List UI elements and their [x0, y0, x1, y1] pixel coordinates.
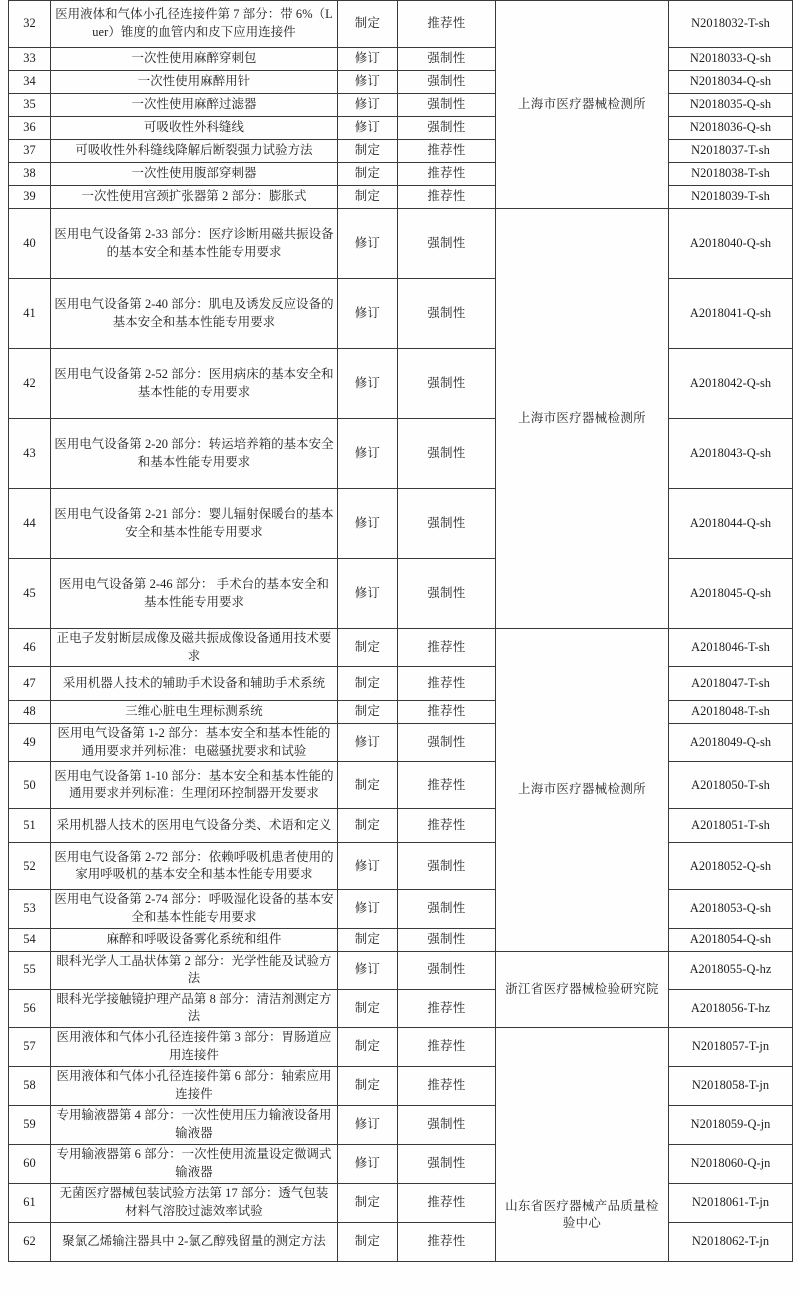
revision-type: 制定: [338, 1067, 398, 1106]
project-code: A2018054-Q-sh: [669, 928, 793, 951]
project-name: 眼科光学接触镜护理产品第 8 部分：清洁剂测定方法: [51, 989, 338, 1027]
project-code: A2018044-Q-sh: [669, 489, 793, 559]
project-name: 专用输液器第 6 部分：一次性使用流量设定微调式输液器: [51, 1145, 338, 1184]
revision-type: 修订: [338, 951, 398, 989]
row-number: 53: [9, 890, 51, 928]
row-number: 61: [9, 1184, 51, 1223]
table-row[interactable]: [9, 1067, 793, 1106]
project-code: N2018032-T-sh: [669, 1, 793, 48]
table-row[interactable]: [9, 762, 793, 809]
row-number: 47: [9, 667, 51, 701]
project-name: 医用电气设备第 2-72 部分：依赖呼吸机患者使用的家用呼吸机的基本安全和基本性能专用要求: [51, 843, 338, 890]
revision-type: 修订: [338, 209, 398, 279]
standard-attribute: 推荐性: [398, 667, 496, 701]
standard-attribute: 强制性: [398, 951, 496, 989]
row-number: 36: [9, 117, 51, 140]
project-name: 一次性使用麻醉用针: [51, 71, 338, 94]
table-row[interactable]: [9, 1145, 793, 1184]
project-code: A2018056-T-hz: [669, 989, 793, 1027]
row-number: 45: [9, 559, 51, 629]
revision-type: 制定: [338, 667, 398, 701]
project-name: 一次性使用宫颈扩张器第 2 部分：膨胀式: [51, 186, 338, 209]
revision-type: 修订: [338, 279, 398, 349]
row-number: 55: [9, 951, 51, 989]
revision-type: 修订: [338, 71, 398, 94]
revision-type: 制定: [338, 989, 398, 1027]
revision-type: 修订: [338, 419, 398, 489]
revision-type: 修订: [338, 1106, 398, 1145]
standard-attribute: 推荐性: [398, 989, 496, 1027]
project-code: A2018040-Q-sh: [669, 209, 793, 279]
project-name: 一次性使用腹部穿刺器: [51, 163, 338, 186]
row-number: 62: [9, 1223, 51, 1262]
row-number: 51: [9, 809, 51, 843]
project-name: 医用电气设备第 2-40 部分：肌电及诱发反应设备的基本安全和基本性能专用要求: [51, 279, 338, 349]
revision-type: 制定: [338, 1028, 398, 1067]
row-number: 41: [9, 279, 51, 349]
project-name: 可吸收性外科缝线降解后断裂强力试验方法: [51, 140, 338, 163]
project-code: N2018037-T-sh: [669, 140, 793, 163]
standard-attribute: 强制性: [398, 724, 496, 762]
row-number: 32: [9, 1, 51, 48]
project-code: N2018060-Q-jn: [669, 1145, 793, 1184]
project-code: A2018055-Q-hz: [669, 951, 793, 989]
standard-attribute: 强制性: [398, 890, 496, 928]
project-name: 医用电气设备第 2-21 部分：婴儿辐射保暖台的基本安全和基本性能专用要求: [51, 489, 338, 559]
table-row[interactable]: [9, 809, 793, 843]
project-name: 医用电气设备第 1-10 部分：基本安全和基本性能的通用要求并列标准：生理闭环控制器开发要求: [51, 762, 338, 809]
standard-attribute: 强制性: [398, 928, 496, 951]
revision-type: 制定: [338, 762, 398, 809]
project-name: 采用机器人技术的医用电气设备分类、术语和定义: [51, 809, 338, 843]
revision-type: 制定: [338, 140, 398, 163]
project-code: N2018061-T-jn: [669, 1184, 793, 1223]
project-name: 聚氯乙烯输注器具中 2-氯乙醇残留量的测定方法: [51, 1223, 338, 1262]
standard-attribute: 推荐性: [398, 1223, 496, 1262]
standard-attribute: 推荐性: [398, 186, 496, 209]
table-row[interactable]: [9, 928, 793, 951]
row-number: 56: [9, 989, 51, 1027]
project-name: 医用电气设备第 1-2 部分：基本安全和基本性能的通用要求并列标准：电磁骚扰要求和试验: [51, 724, 338, 762]
revision-type: 修订: [338, 94, 398, 117]
project-name: 麻醉和呼吸设备雾化系统和组件: [51, 928, 338, 951]
row-number: 35: [9, 94, 51, 117]
row-number: 57: [9, 1028, 51, 1067]
project-name: 采用机器人技术的辅助手术设备和辅助手术系统: [51, 667, 338, 701]
row-number: 38: [9, 163, 51, 186]
project-name: 医用电气设备第 2-46 部分： 手术台的基本安全和基本性能专用要求: [51, 559, 338, 629]
standard-attribute: 强制性: [398, 1145, 496, 1184]
project-name: 一次性使用麻醉过滤器: [51, 94, 338, 117]
standard-attribute: 强制性: [398, 419, 496, 489]
project-name: 医用液体和气体小孔径连接件第 3 部分：胃肠道应用连接件: [51, 1028, 338, 1067]
standard-attribute: 推荐性: [398, 701, 496, 724]
standard-attribute: 强制性: [398, 843, 496, 890]
row-number: 33: [9, 48, 51, 71]
project-code: A2018047-T-sh: [669, 667, 793, 701]
project-code: A2018050-T-sh: [669, 762, 793, 809]
project-name: 医用电气设备第 2-20 部分：转运培养箱的基本安全和基本性能专用要求: [51, 419, 338, 489]
table-row[interactable]: [9, 279, 793, 349]
project-code: A2018043-Q-sh: [669, 419, 793, 489]
project-code: A2018042-Q-sh: [669, 349, 793, 419]
standard-attribute: 推荐性: [398, 140, 496, 163]
institution-shanghai-2: 上海市医疗器械检测所: [496, 209, 669, 629]
project-name: 医用电气设备第 2-74 部分：呼吸湿化设备的基本安全和基本性能专用要求: [51, 890, 338, 928]
row-number: 44: [9, 489, 51, 559]
table-row[interactable]: [9, 701, 793, 724]
row-number: 60: [9, 1145, 51, 1184]
project-name: 医用电气设备第 2-52 部分：医用病床的基本安全和基本性能的专用要求: [51, 349, 338, 419]
row-number: 54: [9, 928, 51, 951]
standard-attribute: 强制性: [398, 489, 496, 559]
standards-table: [8, 0, 793, 1262]
row-number: 52: [9, 843, 51, 890]
table-row[interactable]: [9, 489, 793, 559]
revision-type: 修订: [338, 48, 398, 71]
revision-type: 制定: [338, 1184, 398, 1223]
standard-attribute: 强制性: [398, 1106, 496, 1145]
revision-type: 制定: [338, 1223, 398, 1262]
standard-attribute: 强制性: [398, 559, 496, 629]
project-code: N2018038-T-sh: [669, 163, 793, 186]
standard-attribute: 推荐性: [398, 163, 496, 186]
standard-attribute: 推荐性: [398, 629, 496, 667]
project-code: A2018052-Q-sh: [669, 843, 793, 890]
revision-type: 修订: [338, 724, 398, 762]
revision-type: 修订: [338, 117, 398, 140]
project-name: 医用液体和气体小孔径连接件第 7 部分：带 6%（Luer）锥度的血管内和皮下应用连接件: [51, 1, 338, 48]
standard-attribute: 推荐性: [398, 762, 496, 809]
institution-shanghai-3: 上海市医疗器械检测所: [496, 629, 669, 952]
project-code: N2018033-Q-sh: [669, 48, 793, 71]
revision-type: 修订: [338, 349, 398, 419]
table-row[interactable]: [9, 117, 793, 140]
project-code: A2018045-Q-sh: [669, 559, 793, 629]
project-code: A2018046-T-sh: [669, 629, 793, 667]
project-code: N2018039-T-sh: [669, 186, 793, 209]
table-row[interactable]: [9, 989, 793, 1027]
institution-zhejiang: 浙江省医疗器械检验研究院: [496, 951, 669, 1027]
row-number: 46: [9, 629, 51, 667]
row-number: 50: [9, 762, 51, 809]
project-code: A2018051-T-sh: [669, 809, 793, 843]
project-code: A2018041-Q-sh: [669, 279, 793, 349]
institution-shandong: 山东省医疗器械产品质量检验中心: [496, 1028, 669, 1262]
standard-attribute: 强制性: [398, 117, 496, 140]
table-row[interactable]: [9, 1184, 793, 1223]
row-number: 40: [9, 209, 51, 279]
table-row[interactable]: [9, 1028, 793, 1067]
revision-type: 修订: [338, 489, 398, 559]
table-row[interactable]: [9, 1106, 793, 1145]
standard-attribute: 推荐性: [398, 1028, 496, 1067]
table-row[interactable]: [9, 209, 793, 279]
project-code: N2018036-Q-sh: [669, 117, 793, 140]
project-name: 医用液体和气体小孔径连接件第 6 部分：轴索应用连接件: [51, 1067, 338, 1106]
row-number: 48: [9, 701, 51, 724]
table-row[interactable]: [9, 1, 793, 48]
revision-type: 制定: [338, 163, 398, 186]
project-name: 无菌医疗器械包装试验方法第 17 部分：透气包装材料气溶胶过滤效率试验: [51, 1184, 338, 1223]
table-row[interactable]: [9, 843, 793, 890]
table-row[interactable]: [9, 890, 793, 928]
row-number: 42: [9, 349, 51, 419]
project-code: A2018053-Q-sh: [669, 890, 793, 928]
row-number: 59: [9, 1106, 51, 1145]
revision-type: 制定: [338, 701, 398, 724]
table-row[interactable]: [9, 419, 793, 489]
standard-attribute: 强制性: [398, 94, 496, 117]
table-row[interactable]: [9, 186, 793, 209]
project-code: N2018062-T-jn: [669, 1223, 793, 1262]
table-row[interactable]: [9, 349, 793, 419]
project-name: 医用电气设备第 2-33 部分：医疗诊断用磁共振设备的基本安全和基本性能专用要求: [51, 209, 338, 279]
revision-type: 制定: [338, 186, 398, 209]
table-row[interactable]: [9, 163, 793, 186]
row-number: 39: [9, 186, 51, 209]
standard-attribute: 推荐性: [398, 1, 496, 48]
project-code: N2018035-Q-sh: [669, 94, 793, 117]
standard-attribute: 强制性: [398, 279, 496, 349]
table-row[interactable]: [9, 1223, 793, 1262]
project-name: 眼科光学人工晶状体第 2 部分：光学性能及试验方法: [51, 951, 338, 989]
revision-type: 制定: [338, 928, 398, 951]
row-number: 49: [9, 724, 51, 762]
table-row[interactable]: [9, 667, 793, 701]
standard-attribute: 强制性: [398, 209, 496, 279]
table-row[interactable]: [9, 140, 793, 163]
standard-attribute: 推荐性: [398, 809, 496, 843]
table-row[interactable]: [9, 559, 793, 629]
revision-type: 制定: [338, 1, 398, 48]
table-row[interactable]: [9, 71, 793, 94]
table-row[interactable]: [9, 629, 793, 667]
revision-type: 修订: [338, 843, 398, 890]
table-row[interactable]: [9, 724, 793, 762]
revision-type: 修订: [338, 1145, 398, 1184]
table-row[interactable]: [9, 48, 793, 71]
standard-attribute: 强制性: [398, 349, 496, 419]
row-number: 58: [9, 1067, 51, 1106]
standard-attribute: 推荐性: [398, 1184, 496, 1223]
project-code: N2018058-T-jn: [669, 1067, 793, 1106]
revision-type: 修订: [338, 890, 398, 928]
row-number: 34: [9, 71, 51, 94]
revision-type: 修订: [338, 559, 398, 629]
table-row[interactable]: [9, 94, 793, 117]
project-code: N2018059-Q-jn: [669, 1106, 793, 1145]
project-name: 正电子发射断层成像及磁共振成像设备通用技术要求: [51, 629, 338, 667]
project-code: A2018048-T-sh: [669, 701, 793, 724]
project-name: 可吸收性外科缝线: [51, 117, 338, 140]
project-name: 一次性使用麻醉穿刺包: [51, 48, 338, 71]
revision-type: 制定: [338, 629, 398, 667]
revision-type: 制定: [338, 809, 398, 843]
standard-attribute: 强制性: [398, 71, 496, 94]
project-name: 三维心脏电生理标测系统: [51, 701, 338, 724]
row-number: 43: [9, 419, 51, 489]
project-name: 专用输液器第 4 部分：一次性使用压力输液设备用输液器: [51, 1106, 338, 1145]
project-code: A2018049-Q-sh: [669, 724, 793, 762]
table-row[interactable]: [9, 951, 793, 989]
project-code: N2018057-T-jn: [669, 1028, 793, 1067]
standard-attribute: 推荐性: [398, 1067, 496, 1106]
institution-shanghai-1: 上海市医疗器械检测所: [496, 1, 669, 209]
standard-attribute: 强制性: [398, 48, 496, 71]
row-number: 37: [9, 140, 51, 163]
project-code: N2018034-Q-sh: [669, 71, 793, 94]
